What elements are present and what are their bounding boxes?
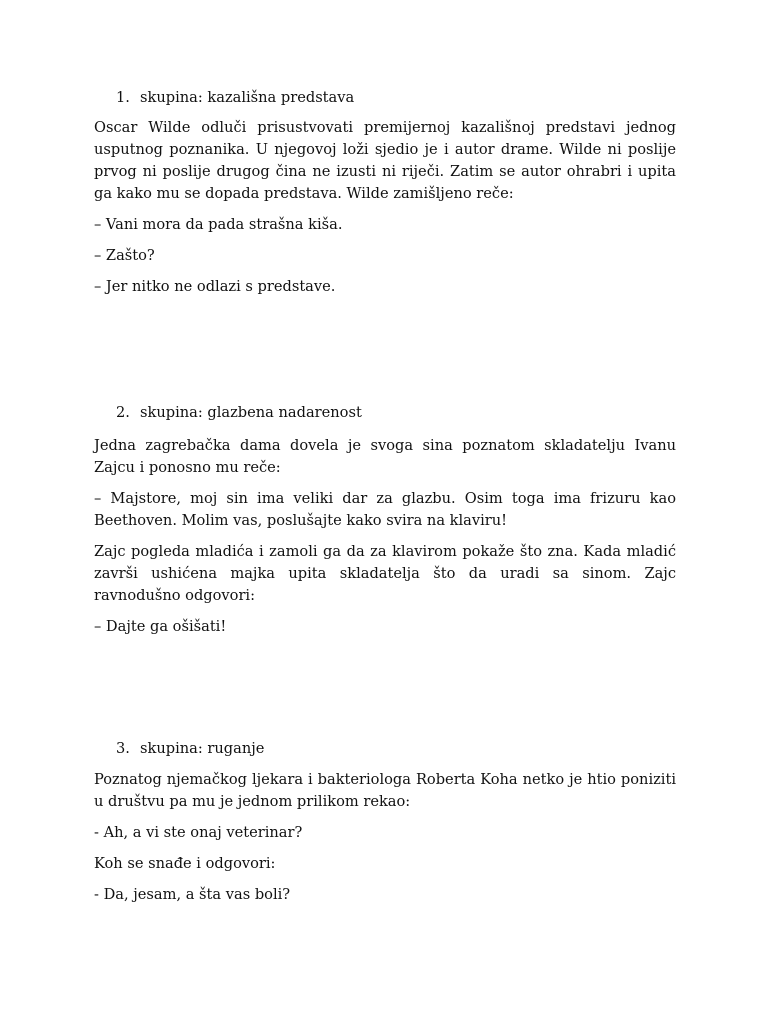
section-title-3: skupina: ruganje (140, 740, 265, 757)
section-1-paragraph-2: – Vani mora da pada strašna kiša. (94, 216, 343, 233)
section-group-2 (94, 402, 676, 638)
section-heading-3 (94, 738, 676, 760)
section-2-paragraph-1: Jedna zagrebačka dama dovela je svoga sina poznatom skladatelju Ivanu Zajcu i ponosno mu reče: (94, 437, 676, 476)
section-heading-1 (94, 87, 676, 109)
section-group-1 (94, 87, 676, 298)
section-3-paragraph-2: - Ah, a vi ste onaj veterinar? (94, 824, 303, 841)
section-2-paragraph-2: – Majstore, moj sin ima veliki dar za glazbu. Osim toga ima frizuru kao Beethoven. Molim vas, poslušajte kako svira na klaviru! (94, 490, 676, 529)
section-number-2: 2. (116, 404, 130, 421)
section-1-paragraph-4: – Jer nitko ne odlazi s predstave. (94, 278, 336, 295)
section-3-paragraph-3: Koh se snađe i odgovori: (94, 855, 276, 872)
section-1-paragraph-3: – Zašto? (94, 247, 155, 264)
section-heading-2 (94, 402, 676, 424)
section-3-paragraph-4: - Da, jesam, a šta vas boli? (94, 886, 291, 903)
section-2-paragraph-4: – Dajte ga ošišati! (94, 618, 227, 635)
section-1-paragraph-1: Oscar Wilde odluči prisustvovati premijernoj kazališnoj predstavi jednog usputnog poznanika. U njegovoj loži sjedio je i autor drame. Wilde ni poslije prvog ni poslije drugog čina ne izusti ni riječi. Zatim se autor ohrabri i upita ga kako mu se dopada predstava. Wilde zamišljeno reče: (94, 119, 676, 202)
section-2-paragraph-3: Zajc pogleda mladića i zamoli ga da za klavirom pokaže što zna. Kada mladić završi ushićena majka upita skladatelja što da uradi sa sinom. Zajc ravnodušno odgovori: (94, 543, 676, 604)
section-number-3: 3. (116, 740, 130, 757)
section-number-1: 1. (116, 89, 130, 106)
section-3-paragraph-1: Poznatog njemačkog ljekara i bakteriologa Roberta Koha netko je htio poniziti u društvu pa mu je jednom prilikom rekao: (94, 771, 676, 810)
section-title-1: skupina: kazališna predstava (140, 89, 355, 106)
section-title-2: skupina: glazbena nadarenost (140, 404, 362, 421)
section-group-3 (94, 738, 676, 906)
